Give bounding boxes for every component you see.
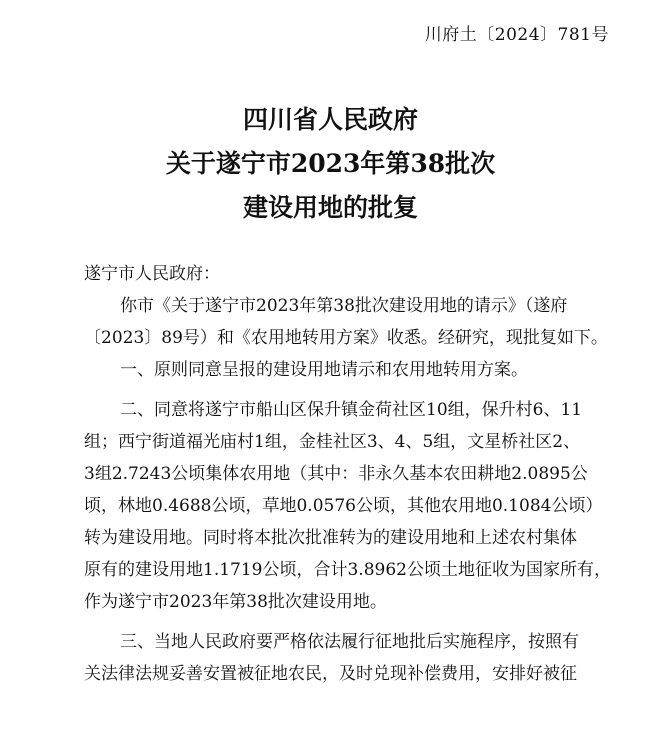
paragraph-line: 作为遂宁市2023年第38批次建设用地。 [84,592,387,612]
paragraph-line: 一、原则同意呈报的建设用地请示和农用地转用方案。 [120,360,528,380]
paragraph-line: 〔2023〕89号）和《农用地转用方案》收悉。经研究，现批复如下。 [84,328,608,348]
paragraph-line: 二、同意将遂宁市船山区保升镇金荷社区10组，保升村6、11 [120,400,583,420]
paragraph-line: 原有的建设用地1.1719公顷，合计3.8962公顷土地征收为国家所有， [84,560,611,580]
paragraph-line: 顷，林地0.4688公顷，草地0.0576公顷，其他农用地0.1084公顷） [84,496,603,516]
paragraph-line: 3组2.7243公顷集体农用地（其中：非永久基本农田耕地2.0895公 [84,464,588,484]
salutation: 遂宁市人民政府： [84,264,220,284]
paragraph-line: 组；西宁街道福光庙村1组，金桂社区3、4、5组，文星桥社区2、 [84,432,581,452]
document-title [0,98,661,230]
title-line: 建设用地的批复 [242,193,418,222]
paragraph-line: 转为建设用地。同时将本批次批准转为的建设用地和上述农村集体 [84,528,577,548]
paragraph-line: 三、当地人民政府要严格依法履行征地批后实施程序，按照有 [120,632,579,652]
paragraph-line: 关法律法规妥善安置被征地农民，及时兑现补偿费用，安排好被征 [84,664,577,684]
paragraph-line: 你市《关于遂宁市2023年第38批次建设用地的请示》（遂府 [120,296,568,316]
document-number: 川府土〔2024〕781号 [424,25,609,45]
title-line: 关于遂宁市2023年第38批次 [165,149,496,178]
document-body [84,258,624,690]
title-line: 四川省人民政府 [242,105,418,134]
